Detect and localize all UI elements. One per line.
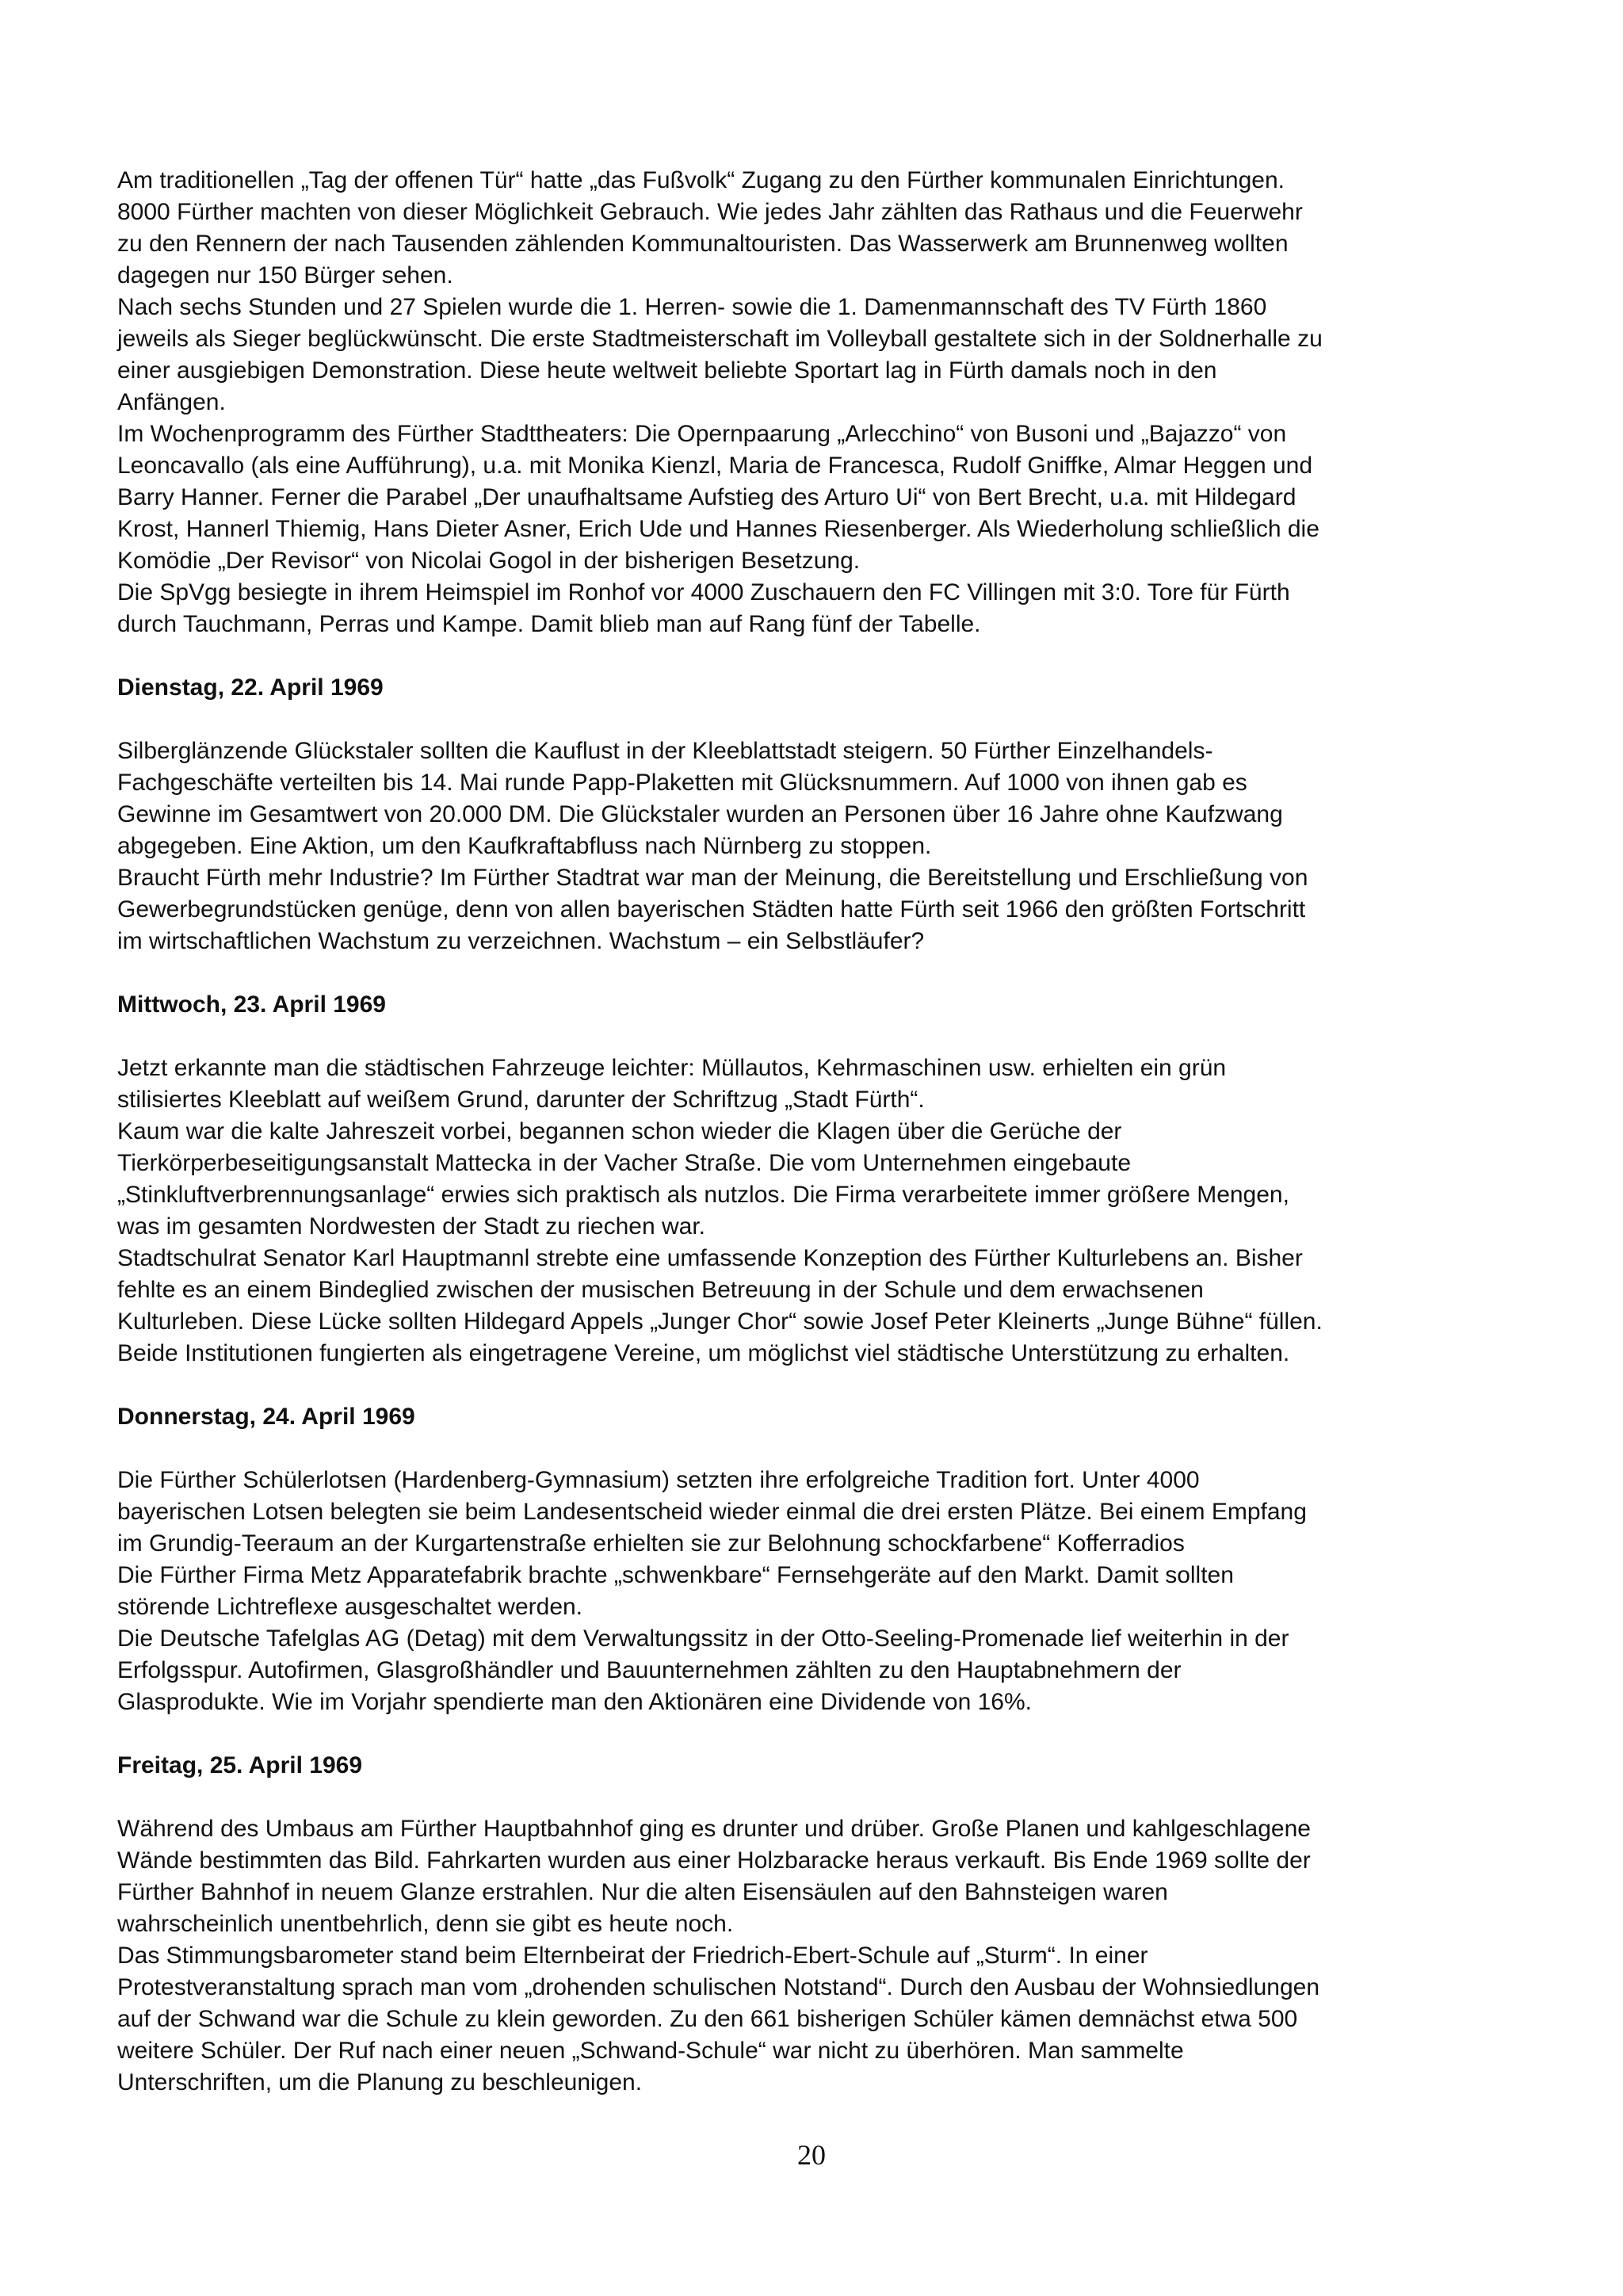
section-heading: Mittwoch, 23. April 1969 [117, 991, 386, 1018]
page-number: 20 [797, 2139, 826, 2171]
section-wednesday [117, 989, 1480, 1370]
section-body: Silberglänzende Glückstaler sollten die Kauflust in der Kleeblattstadt steigern. 50 Fürther Einzelhandels- Fachgeschäfte verteilten bis 14. Mai runde Papp-Plaketten mit Glücksnummern. Auf 1000 von ihnen gab es Gewinne im Gesamtwert von 20.000 DM. Die Glückstaler wurden an Personen über 16 Jahre ohne Kaufzwang abgegeben. Eine Aktion, um den Kaufkraftabfluss nach Nürnberg zu stoppen. Braucht Fürth mehr Industrie? Im Fürther Stadtrat war man der Meinung, die Bereitstellung und Erschließung von Gewerbegrundstücken genüge, denn von allen bayerischen Städten hatte Fürth seit 1966 den größten Fortschritt im wirtschaftlichen Wachstum zu verzeichnen. Wachstum – ein Selbstläufer? [117, 738, 1308, 954]
section-body: Während des Umbaus am Fürther Hauptbahnhof ging es drunter und drüber. Große Planen und kahlgeschlagene Wände bestimmten das Bild. Fahrkarten wurden aus einer Holzbaracke heraus verkauft. Bis Ende 1969 sollte der Fürther Bahnhof in neuem Glanze erstrahlen. Nur die alten Eisensäulen auf den Bahnsteigen waren wahrscheinlich unentbehrlich, denn sie gibt es heute noch. Das Stimmungsbarometer stand beim Elternbeirat der Friedrich-Ebert-Schule auf „Sturm“. In einer Protestveranstaltung sprach man vom „drohenden schulischen Notstand“. Durch den Ausbau der Wohnsiedlungen auf der Schwand war die Schule zu klein geworden. Zu den 661 bisherigen Schüler kämen demnächst etwa 500 weitere Schüler. Der Ruf nach einer neuen „Schwand-Schule“ war nicht zu überhören. Man sammelte Unterschriften, um die Planung zu beschleunigen. [117, 1816, 1320, 2095]
page-content [117, 165, 1480, 2099]
section-body: Jetzt erkannte man die städtischen Fahrzeuge leichter: Müllautos, Kehrmaschinen usw. erhielten ein grün stilisiertes Kleeblatt auf weißem Grund, darunter der Schriftzug „Stadt Fürth“. Kaum war die kalte Jahreszeit vorbei, begannen schon wieder die Klagen über die Gerüche der Tierkörperbeseitigungsanstalt Mattecka in der Vacher Straße. Die vom Unternehmen eingebaute „Stinkluftverbrennungsanlage“ erwies sich praktisch als nutzlos. Die Firma verarbeitete immer größere Mengen, was im gesamten Nordwesten der Stadt zu riechen war. Stadtschulrat Senator Karl Hauptmannl strebte eine umfassende Konzeption des Fürther Kulturlebens an. Bisher fehlte es an einem Bindeglied zwischen der musischen Betreuung in der Schule und dem erwachsenen Kulturleben. Diese Lücke sollten Hildegard Appels „Junger Chor“ sowie Josef Peter Kleinerts „Junge Bühne“ füllen. Beide Institutionen fungierten als eingetragene Vereine, um möglichst viel städtische Unterstützung zu erhalten. [117, 1055, 1323, 1366]
section-heading: Freitag, 25. April 1969 [117, 1752, 363, 1778]
section-heading: Donnerstag, 24. April 1969 [117, 1404, 415, 1430]
intro-paragraph: Am traditionellen „Tag der offenen Tür“ hatte „das Fußvolk“ Zugang zu den Fürther kommunalen Einrichtungen. 8000 Fürther machten von dieser Möglichkeit Gebrauch. Wie jedes Jahr zählten das Rathaus und die Feuerwehr zu den Rennern der nach Tausenden zählenden Kommunaltouristen. Das Wasserwerk am Brunnenweg wollten dagegen nur 150 Bürger sehen. Nach sechs Stunden und 27 Spielen wurde die 1. Herren- sowie die 1. Damenmannschaft des TV Fürth 1860 jeweils als Sieger beglückwünscht. Die erste Stadtmeisterschaft im Volleyball gestaltete sich in der Soldnerhalle zu einer ausgiebigen Demonstration. Diese heute weltweit beliebte Sportart lag in Fürth damals noch in den Anfängen. Im Wochenprogramm des Fürther Stadttheaters: Die Opernpaarung „Arlecchino“ von Busoni und „Bajazzo“ von Leoncavallo (als eine Aufführung), u.a. mit Monika Kienzl, Maria de Francesca, Rudolf Gniffke, Almar Heggen und Barry Hanner. Ferner die Parabel „Der unaufhaltsame Aufstieg des Arturo Ui“ von Bert Brecht, u.a. mit Hildegard Krost, Hannerl Thiemig, Hans Dieter Asner, Erich Ude und Hannes Riesenberger. Als Wiederholung schließlich die Komödie „Der Revisor“ von Nicolai Gogol in der bisherigen Besetzung. Die SpVgg besiegte in ihrem Heimspiel im Ronhof vor 4000 Zuschauern den FC Villingen mit 3:0. Tore für Fürth durch Tauchmann, Perras und Kampe. Damit blieb man auf Rang fünf der Tabelle. [117, 167, 1323, 637]
section-body: Die Fürther Schülerlotsen (Hardenberg-Gymnasium) setzten ihre erfolgreiche Tradition fort. Unter 4000 bayerischen Lotsen belegten sie beim Landesentscheid wieder einmal die drei ersten Plätze. Bei einem Empfang im Grundig-Teeraum an der Kurgartenstraße erhielten sie zur Belohnung schockfarbene“ Kofferradios Die Fürther Firma Metz Apparatefabrik brachte „schwenkbare“ Fernsehgeräte auf den Markt. Damit sollten störende Lichtreflexe ausgeschaltet werden. Die Deutsche Tafelglas AG (Detag) mit dem Verwaltungssitz in der Otto-Seeling-Promenade lief weiterhin in der Erfolgsspur. Autofirmen, Glasgroßhändler und Bauunternehmen zählten zu den Hauptabnehmern der Glasprodukte. Wie im Vorjahr spendierte man den Aktionären eine Dividende von 16%. [117, 1467, 1307, 1715]
section-thursday [117, 1401, 1480, 1718]
section-friday [117, 1750, 1480, 2099]
section-heading: Dienstag, 22. April 1969 [117, 674, 384, 701]
section-tuesday [117, 672, 1480, 957]
